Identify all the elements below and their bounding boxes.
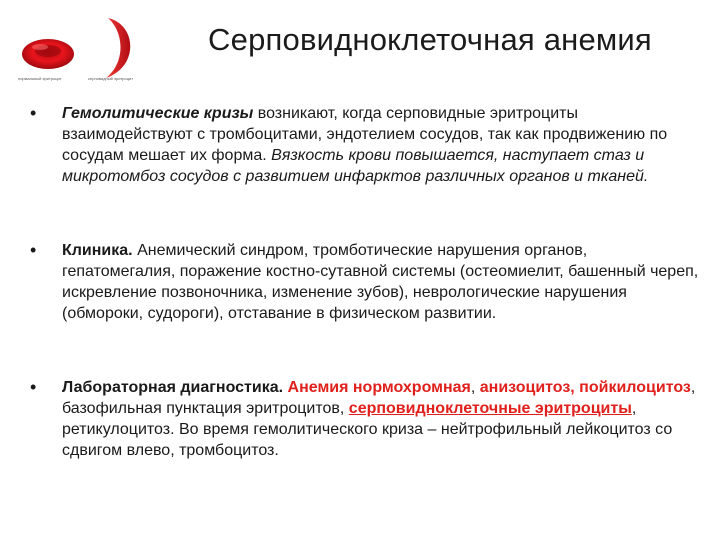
bullet-body xyxy=(62,240,700,324)
erythrocyte-illustrations xyxy=(10,10,150,90)
sickle-erythrocyte-shape xyxy=(106,18,130,78)
highlight-normochromic-anemia: Анемия нормохромная xyxy=(287,379,471,396)
bullet-dot: • xyxy=(30,240,37,260)
bullet-dot: • xyxy=(30,377,37,397)
bullet-text: , базофильная пунктация эритроцитов, xyxy=(62,379,696,417)
bullet-hemolytic-crises xyxy=(30,103,700,187)
bullet-clinic xyxy=(30,240,700,324)
bullet-italic-text: Вязкость крови повышается, наступает стаз и микротомбоз сосудов с развитием инфарктов различных органов и тканей. xyxy=(62,147,649,185)
bullet-lab-diagnostics xyxy=(30,377,700,461)
bullet-lead: Лабораторная диагностика. xyxy=(62,379,284,396)
bullet-text: , ретикулоцитоз. Во время гемолитического криза – нейтрофильный лейкоцитоз со сдвигом влево, тромбоцитоз. xyxy=(62,400,673,459)
bullet-text: Анемический синдром, тромботические нарушения органов, гепатомегалия, поражение костно-сутавной системы (остеомиелит, башенный череп, искревление позвоночника, изменение зубов), неврологические нарушения (обмороки, судороги), отставание в физическом развитии. xyxy=(62,242,699,322)
bullet-text: , xyxy=(470,379,480,396)
normal-erythrocyte-caption: нормальный эритроцит xyxy=(18,76,62,81)
sickle-erythrocyte-caption: серповидный эритроцит xyxy=(88,76,134,81)
bullet-body xyxy=(62,103,700,187)
bullet-lead: Гемолитические кризы xyxy=(62,105,254,122)
bullet-dot: • xyxy=(30,103,37,123)
bullet-body xyxy=(62,377,700,461)
highlight-sickle-cells: серповидноклеточные эритроциты xyxy=(348,400,632,417)
bullet-text: возникают, когда серповидные эритроциты взаимодействуют с тромбоцитами, эндотелием сосудов, так как продвижению по сосудам мешает их форма. xyxy=(62,105,668,164)
highlight-anisocytosis: анизоцитоз, пойкилоцитоз xyxy=(479,379,691,396)
slide-title: Серповидноклеточная анемия xyxy=(208,22,652,57)
bullet-lead: Клиника. xyxy=(62,242,133,259)
